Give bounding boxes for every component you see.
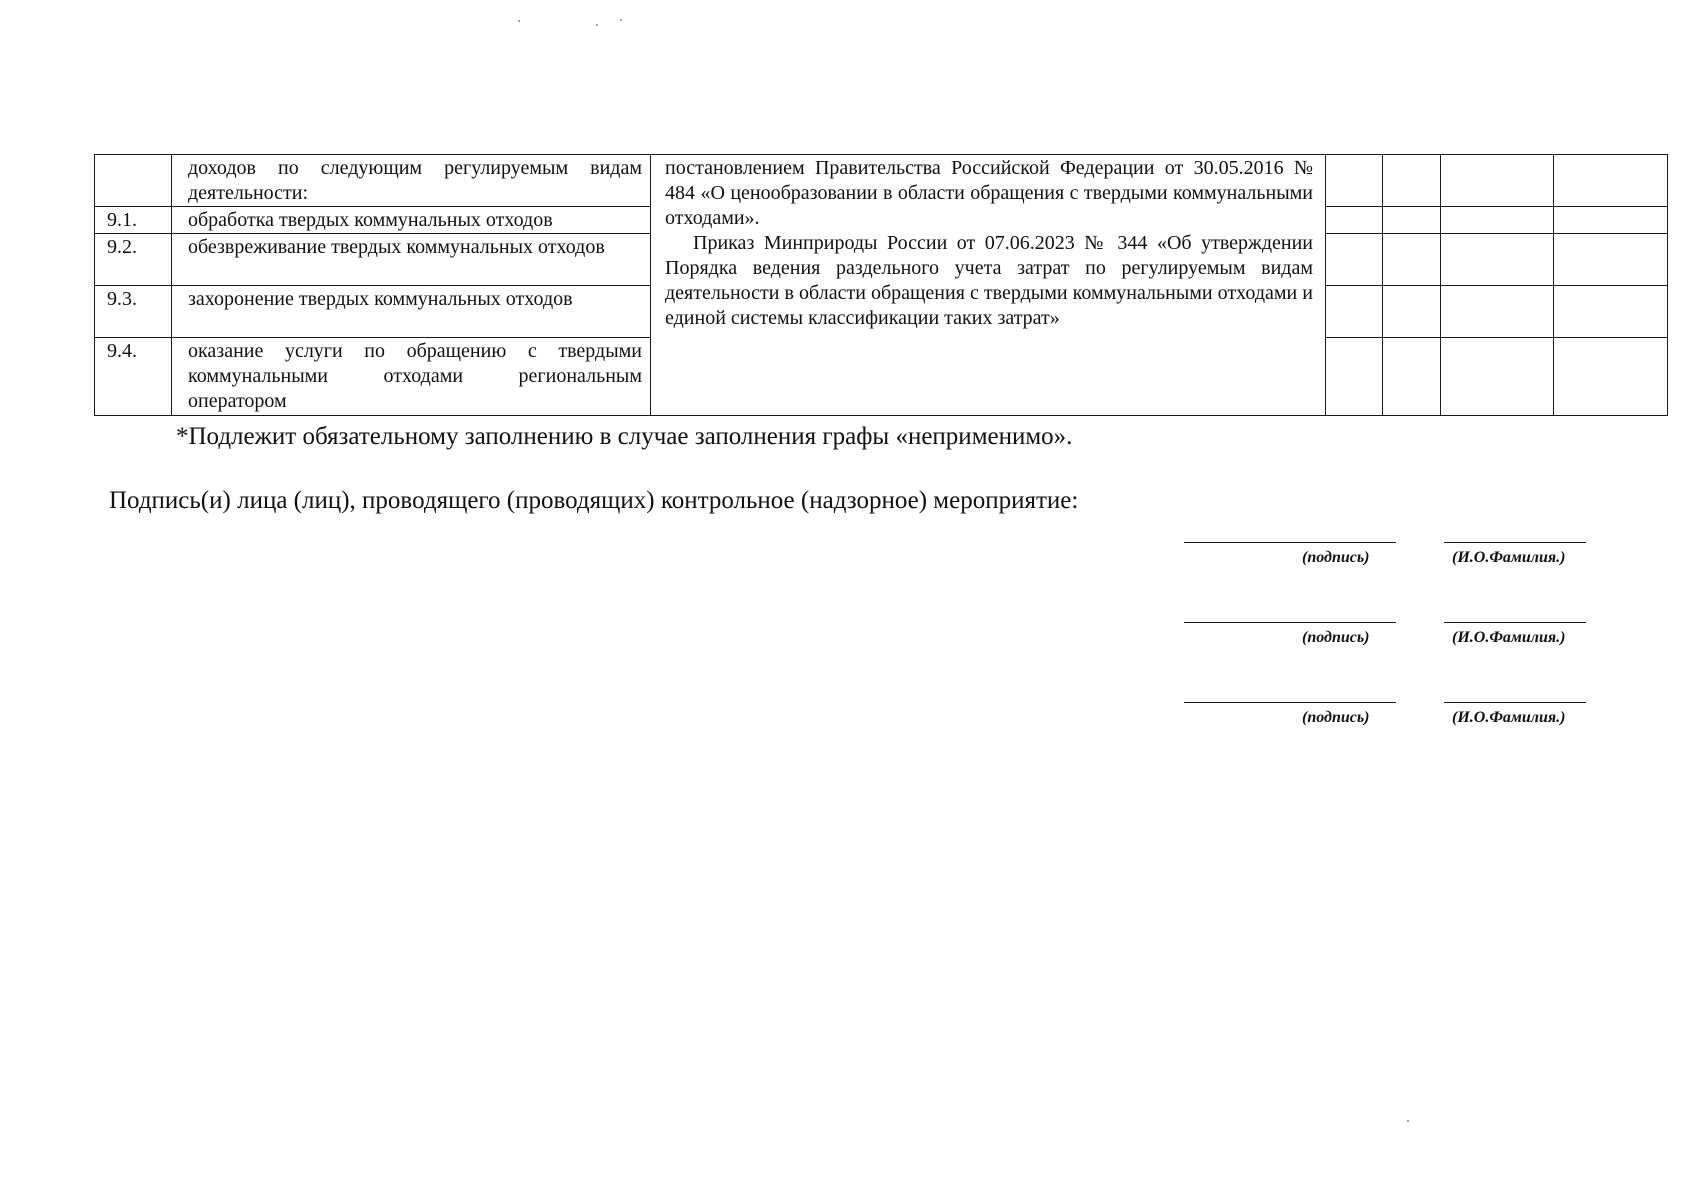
signature-heading: Подпись(и) лица (лиц), проводящего (проводящих) контрольное (надзорное) мероприятие: [109, 487, 1079, 514]
signature-row [1184, 542, 1586, 582]
signature-caption: (подпись) [1302, 709, 1370, 726]
scan-speck [1407, 1120, 1409, 1122]
activity-description: оказание услуги по обращению с твердыми коммунальными отходами региональным оператором [172, 338, 651, 416]
empty-cell [1554, 234, 1668, 286]
scan-speck [596, 24, 598, 26]
activity-description: доходов по следующим регулируемым видам деятельности: [172, 155, 651, 207]
row-number: 9.4. [95, 338, 172, 416]
empty-cell [1326, 207, 1383, 234]
empty-cell [1326, 234, 1383, 286]
empty-cell [1441, 338, 1554, 416]
empty-cell [1326, 286, 1383, 338]
name-line [1444, 622, 1586, 623]
activity-description: обезвреживание твердых коммунальных отходов [172, 234, 651, 286]
basis-paragraph-order: Приказ Минприроды России от 07.06.2023 № 344 «Об утверждении Порядка ведения раздельного учета затрат по регулируемым видам деятельности в области обращения с твердыми коммунальными отходами и единой системы классификации таких затрат» [665, 232, 1313, 329]
empty-cell [1383, 234, 1441, 286]
basis-paragraph-resolution: постановлением Правительства Российской Федерации от 30.05.2016 № 484 «О ценообразовании в области обращения с твердыми коммунальными отходами». [665, 157, 1313, 229]
signature-row [1184, 622, 1586, 662]
empty-cell [1554, 338, 1668, 416]
activity-description: обработка твердых коммунальных отходов [172, 207, 651, 234]
empty-cell [1383, 338, 1441, 416]
name-line [1444, 702, 1586, 703]
row-number: 9.3. [95, 286, 172, 338]
row-number: 9.2. [95, 234, 172, 286]
name-caption: (И.О.Фамилия.) [1452, 629, 1566, 646]
signature-line [1184, 702, 1396, 703]
signature-row [1184, 702, 1586, 742]
empty-cell [1441, 207, 1554, 234]
signature-line [1184, 542, 1396, 543]
empty-cell [1326, 155, 1383, 207]
empty-cell [1383, 155, 1441, 207]
activities-table [94, 154, 1668, 416]
legal-basis-cell [651, 155, 1326, 416]
activity-description: захоронение твердых коммунальных отходов [172, 286, 651, 338]
scan-speck [620, 19, 622, 21]
name-caption: (И.О.Фамилия.) [1452, 709, 1566, 726]
empty-cell [1383, 286, 1441, 338]
empty-cell [1383, 207, 1441, 234]
empty-cell [1441, 286, 1554, 338]
empty-cell [1554, 155, 1668, 207]
footnote: *Подлежит обязательному заполнению в случае заполнения графы «неприменимо». [176, 423, 1073, 450]
empty-cell [1326, 338, 1383, 416]
name-line [1444, 542, 1586, 543]
row-number: 9.1. [95, 207, 172, 234]
empty-cell [1554, 286, 1668, 338]
empty-cell [1441, 234, 1554, 286]
name-caption: (И.О.Фамилия.) [1452, 549, 1566, 566]
scan-speck [518, 20, 520, 22]
table-row [95, 155, 1668, 207]
row-number [95, 155, 172, 207]
signature-line [1184, 622, 1396, 623]
signature-caption: (подпись) [1302, 629, 1370, 646]
empty-cell [1441, 155, 1554, 207]
signature-caption: (подпись) [1302, 549, 1370, 566]
empty-cell [1554, 207, 1668, 234]
